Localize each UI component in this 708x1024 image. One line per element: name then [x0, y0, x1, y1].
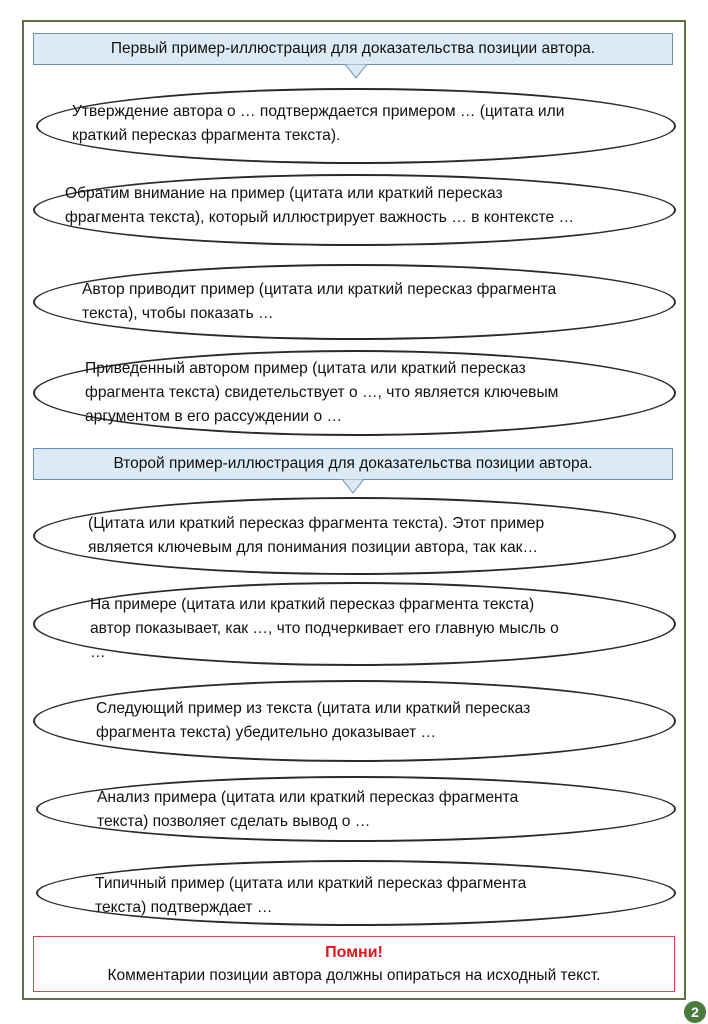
item-text: Следующий пример из текста (цитата или краткий пересказ фрагмента текста) убедительно доказывает … [96, 700, 531, 741]
page-number: 2 [691, 1004, 699, 1020]
down-arrow-icon [341, 64, 371, 80]
reminder-box [33, 936, 675, 992]
item-text: (Цитата или краткий пересказ фрагмента текста). Этот пример является ключевым для понимания позиции автора, так как… [88, 515, 545, 556]
section1-header [33, 33, 673, 65]
item-text: Обратим внимание на пример (цитата или краткий пересказ фрагмента текста), который иллюстрирует важность … в контексте … [65, 185, 575, 226]
section2-header [33, 448, 673, 480]
item-text: Типичный пример (цитата или краткий пересказ фрагмента текста) подтверждает … [95, 875, 527, 916]
page-number-badge [684, 1001, 706, 1023]
item-text: Приведенный автором пример (цитата или краткий пересказ фрагмента текста) свидетельствует о …, что является ключевым аргументом в его рассуждении о … [85, 360, 559, 425]
item-text: Автор приводит пример (цитата или краткий пересказ фрагмента текста), чтобы показать … [82, 281, 557, 322]
item-text: Анализ примера (цитата или краткий пересказ фрагмента текста) позволяет сделать вывод о … [97, 789, 519, 830]
reminder-text: Комментарии позиции автора должны опираться на исходный текст. [107, 967, 601, 984]
reminder-title: Помни! [325, 944, 383, 961]
section2-header-text: Второй пример-иллюстрация для доказательства позиции автора. [113, 455, 593, 472]
item-text: Утверждение автора о … подтверждается примером … (цитата или краткий пересказ фрагмента текста). [72, 103, 565, 144]
item-text: На примере (цитата или краткий пересказ фрагмента текста) автор показывает, как …, что подчеркивает его главную мысль о … [90, 596, 559, 661]
down-arrow-icon [338, 479, 368, 495]
section1-header-text: Первый пример-иллюстрация для доказательства позиции автора. [110, 40, 596, 57]
